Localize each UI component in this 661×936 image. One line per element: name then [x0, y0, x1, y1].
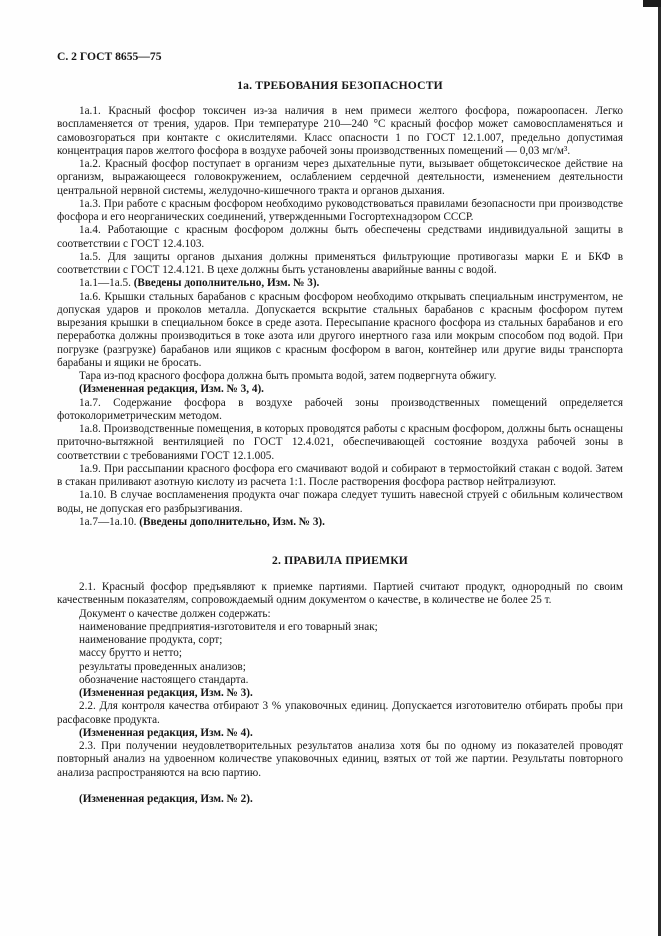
paragraph-amendment-4: [57, 727, 623, 740]
paragraph-text: наименование предприятия-изготовителя и его товарный знак;: [79, 620, 378, 633]
paragraph-1a2: [57, 158, 623, 198]
paragraph-text: 1а.2. Красный фосфор поступает в организм через дыхательные пути, вызывает общетоксическое действие на организм, выражающееся головокружением, ослаблением сердечной деятельности, изменением деятельности центральной нервной системы, желудочно-кишечного тракта и органов дыхания.: [57, 158, 623, 197]
paragraph-1a7: [57, 397, 623, 424]
section-heading-acceptance: 2. ПРАВИЛА ПРИЕМКИ: [271, 554, 409, 567]
paragraph-2-3: [57, 740, 623, 780]
paragraph-text: наименование продукта, сорт;: [79, 634, 223, 646]
list-item-standard-designation: [57, 674, 623, 687]
paragraph-amendment-3-4: [57, 383, 623, 396]
paragraph-2-2: [57, 700, 623, 727]
paragraph-text: 2.2. Для контроля качества отбирают 3 % упаковочных единиц. Допускается изготовителю отбирать пробы при расфасовке продукта.: [57, 700, 623, 726]
amendment-note: (Измененная редакция, Изм. № 3).: [79, 687, 253, 699]
page-content: [57, 50, 623, 806]
paragraph-text: обозначение настоящего стандарта.: [79, 673, 249, 686]
paragraph-1a4: [57, 224, 623, 251]
paragraph-text: 1а.1. Красный фосфор токсичен из-за наличия в нем примеси желтого фосфора, пожароопасен. Легко воспламеняется от трения, ударов. При температуре 210—240 °С красный фосфор может самовоспламеняться и самовозгораться при контакте с окислителями. Класс опасности 1 по ГОСТ 12.1.007, предельно допустимая концентрация паров желтого фосфора в воздухе рабочей зоны производственных помещений — 0,03 мг/м³.: [57, 105, 623, 157]
paragraph-2-1: [57, 581, 623, 608]
paragraph-1a5: [57, 251, 623, 278]
paragraph-1a6: [57, 291, 623, 371]
section-safety-requirements: [57, 79, 623, 529]
amendment-note: (Введены дополнительно, Изм. № 3).: [139, 515, 325, 528]
paragraph-text: результаты проведенных анализов;: [79, 660, 246, 673]
paragraph-1a1-1a5-note: [57, 277, 623, 290]
paragraph-1a1: [57, 105, 623, 158]
paragraph-text: 2.3. При получении неудовлетворительных результатов анализа хотя бы по одному из показателей проводят повторный анализ на удвоенном количестве упаковочных единиц, взятых от той же партии. Результаты повторного анализа распространяются на всю партию.: [57, 740, 623, 779]
scan-corner-artifact: [643, 0, 661, 7]
paragraph-amendment-3: [57, 687, 623, 700]
paragraph-tara: [57, 370, 623, 383]
paragraph-text: 1а.10. В случае воспламенения продукта очаг пожара следует тушить навесной струей с обильным количеством воды, не допуская его разбрызгивания.: [57, 489, 623, 515]
paragraph-1a10: [57, 489, 623, 516]
amendment-note: (Измененная редакция, Изм. № 2).: [79, 792, 253, 805]
section-heading-safety: 1а. ТРЕБОВАНИЯ БЕЗОПАСНОСТИ: [237, 79, 443, 92]
paragraph-text: 1а.1—1а.5.: [79, 277, 134, 290]
paragraph-text: Тара из-под красного фосфора должна быть промыта водой, затем подвергнута обжигу.: [79, 370, 497, 382]
paragraph-1a9: [57, 463, 623, 490]
paragraph-text: массу брутто и нетто;: [79, 647, 182, 660]
list-item-manufacturer: [57, 621, 623, 634]
paragraph-text: 1а.9. При рассыпании красного фосфора его смачивают водой и собирают в термостойкий стакан с водой. Затем в стакан приливают азотную кислоту из расчета 1:1. После растворения фосфора раствор нейтрализуют.: [57, 462, 623, 488]
paragraph-1a3: [57, 198, 623, 225]
paragraph-text: 1а.5. Для защиты органов дыхания должны применяться фильтрующие противогазы марки Е и БКФ в соответствии с ГОСТ 12.4.121. В цехе должны быть установлены аварийные ванны с водой.: [57, 250, 623, 276]
paragraph-text: 1а.6. Крышки стальных барабанов с красным фосфором необходимо открывать специальным инструментом, не допуская ударов и проколов металла. Допускается вскрытие стальных барабанов с красным фосфором путем вырезания крышки в специальном боксе в среде азота. Пересыпание красного фосфора из стальных барабанов и его переработка должны производиться в токе азота или другого инертного газа или мокрым способом под водой. При погрузке (разгрузке) барабанов или ящиков с красным фосфором в вагон, контейнер или другие виды транспорта барабаны и ящики не бросать.: [57, 290, 623, 369]
paragraph-text: 1а.4. Работающие с красным фосфором должны быть обеспечены средствами индивидуальной защиты в соответствии с ГОСТ 12.4.103.: [57, 224, 623, 250]
paragraph-amendment-2: [57, 793, 623, 806]
list-item-mass: [57, 647, 623, 660]
paragraph-text: Документ о качестве должен содержать:: [79, 607, 271, 620]
paragraph-1a8: [57, 423, 623, 463]
list-item-analysis-results: [57, 661, 623, 674]
paragraph-text: 2.1. Красный фосфор предъявляют к приемке партиями. Партией считают продукт, однородный по своим качественным показателям, сопровождаемый одним документом о качестве, в количестве не более 25 т.: [57, 581, 623, 607]
list-item-product-name: [57, 634, 623, 647]
paragraph-text: 1а.8. Производственные помещения, в которых проводятся работы с красным фосфором, должны быть оснащены приточно-вытяжной вентиляцией по ГОСТ 12.4.021, обеспечивающей состояние воздуха рабочей зоны в соответствии с требованиями ГОСТ 12.1.005.: [57, 423, 623, 462]
amendment-note: (Измененная редакция, Изм. № 4).: [79, 726, 253, 739]
paragraph-1a7-1a10-note: [57, 516, 623, 529]
paragraph-text: 1а.3. При работе с красным фосфором необходимо руководствоваться правилами безопасности при производстве фосфора и его неорганических соединений, утвержденными Госгортехнадзором СССР.: [57, 197, 623, 223]
paragraph-text: 1а.7—1а.10.: [79, 515, 140, 528]
section-acceptance-rules: [57, 554, 623, 806]
amendment-note: (Измененная редакция, Изм. № 3, 4).: [79, 383, 264, 396]
paragraph-text: 1а.7. Содержание фосфора в воздухе рабочей зоны производственных помещений определяется фотоколориметрическим методом.: [57, 396, 623, 422]
page-header: С. 2 ГОСТ 8655—75: [57, 50, 162, 63]
paragraph-document-intro: [57, 608, 623, 621]
amendment-note: (Введены дополнительно, Изм. № 3).: [133, 277, 320, 290]
